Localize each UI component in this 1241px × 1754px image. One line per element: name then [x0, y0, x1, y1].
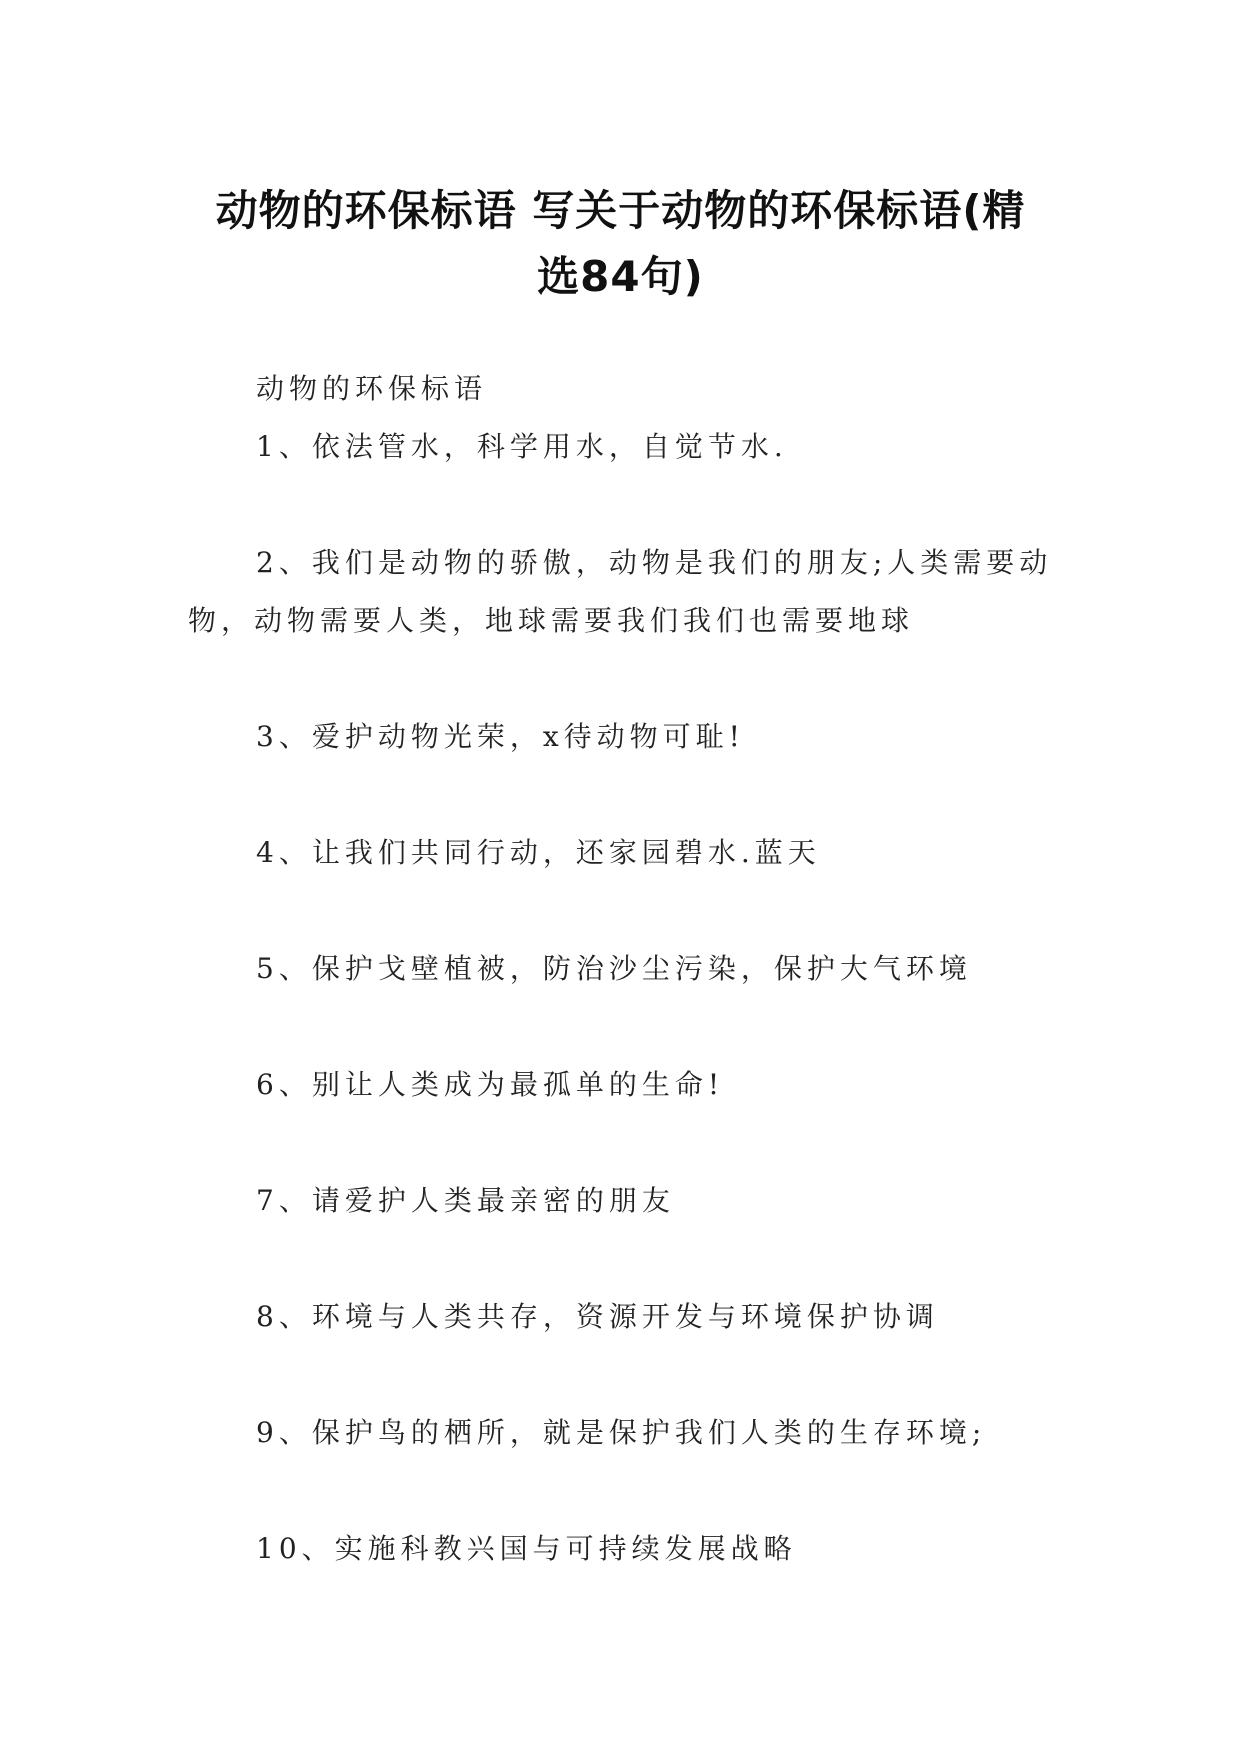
title-line-2: 选84句): [537, 252, 704, 302]
list-item-3: 3、爱护动物光荣，x待动物可耻!: [256, 720, 745, 753]
list-item-7: 7、请爱护人类最亲密的朋友: [256, 1184, 675, 1217]
list-item-8: 8、环境与人类共存，资源开发与环境保护协调: [256, 1300, 939, 1333]
document-body: [188, 360, 1068, 1636]
section-heading: 动物的环保标语: [256, 372, 488, 405]
list-item-10: 10、实施科教兴国与可持续发展战略: [256, 1532, 797, 1565]
list-item-6: 6、别让人类成为最孤单的生命!: [256, 1068, 725, 1101]
list-item-4: 4、让我们共同行动，还家园碧水.蓝天: [256, 836, 821, 869]
document-title: [150, 178, 1091, 310]
list-item-5: 5、保护戈壁植被，防治沙尘污染，保护大气环境: [256, 952, 972, 985]
list-item-2: 2、我们是动物的骄傲，动物是我们的朋友;人类需要动物，动物需要人类，地球需要我们我们也需要地球: [188, 546, 1053, 637]
list-item-9: 9、保护鸟的栖所，就是保护我们人类的生存环境;: [256, 1416, 987, 1449]
list-item-1: 1、依法管水，科学用水，自觉节水.: [256, 430, 788, 463]
title-line-1: 动物的环保标语 写关于动物的环保标语(精: [215, 186, 1026, 236]
